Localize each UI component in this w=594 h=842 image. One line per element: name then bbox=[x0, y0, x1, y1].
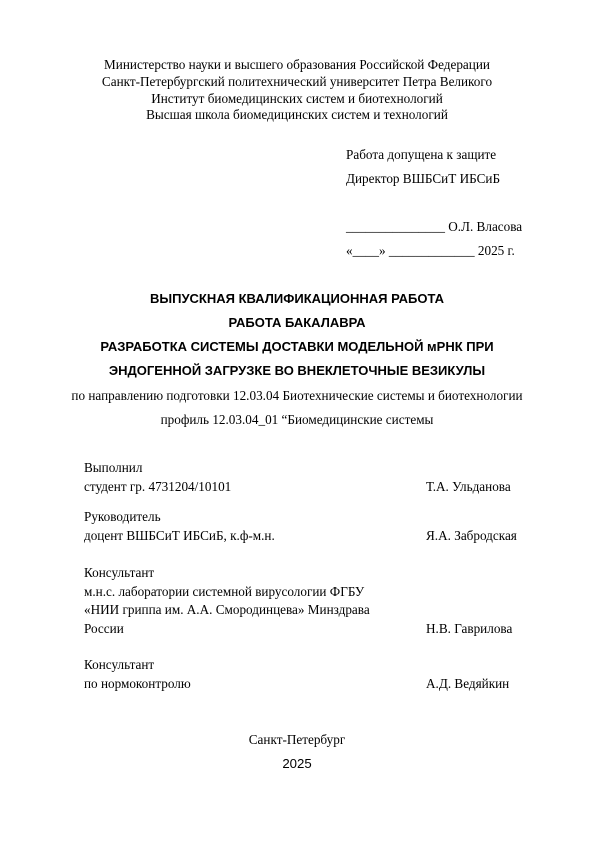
director-title: Директор ВШБСиТ ИБСиБ bbox=[346, 171, 501, 186]
school-line: Высшая школа биомедицинских систем и технологий bbox=[146, 107, 448, 122]
degree-type: РАБОТА БАКАЛАВРА bbox=[228, 315, 366, 330]
university-line: Санкт-Петербургский политехнический университет Петра Великого bbox=[101, 74, 493, 89]
supervisor-role: Руководитель bbox=[84, 509, 161, 524]
norm-consultant-role: Консультант bbox=[84, 657, 155, 672]
thesis-title-line2: ЭНДОГЕННОЙ ЗАГРУЗКЕ ВО ВНЕКЛЕТОЧНЫЕ ВЕЗИКУЛЫ bbox=[108, 363, 486, 378]
norm-consultant-name: А.Д. Ведяйкин bbox=[426, 676, 510, 691]
thesis-title-line1: РАЗРАБОТКА СИСТЕМЫ ДОСТАВКИ МОДЕЛЬНОЙ мРНК ПРИ bbox=[100, 339, 494, 354]
thesis-type: ВЫПУСКНАЯ КВАЛИФИКАЦИОННАЯ РАБОТА bbox=[149, 291, 444, 306]
consultant-detail-3: России bbox=[84, 621, 124, 636]
institute-line: Институт биомедицинских систем и биотехнологий bbox=[151, 91, 443, 106]
author-detail: студент гр. 4731204/10101 bbox=[84, 479, 232, 494]
ministry-line: Министерство науки и высшего образования Российской Федерации bbox=[104, 57, 490, 72]
consultant-detail-1: м.н.с. лаборатории системной вирусологии ФГБУ bbox=[84, 584, 365, 599]
supervisor-name: Я.А. Забродская bbox=[426, 528, 517, 543]
year: 2025 bbox=[282, 756, 312, 771]
director-signature-line: _______________ О.Л. Власова bbox=[346, 219, 523, 234]
study-profile: профиль 12.03.04_01 “Биомедицинские системы bbox=[160, 412, 434, 427]
consultant-role: Консультант bbox=[84, 565, 155, 580]
consultant-name: Н.В. Гаврилова bbox=[426, 621, 513, 636]
study-direction: по направлению подготовки 12.03.04 Биотехнические системы и биотехнологии bbox=[71, 388, 523, 403]
author-name: Т.А. Ульданова bbox=[426, 479, 511, 494]
approval-text: Работа допущена к защите bbox=[346, 147, 497, 162]
consultant-detail-2: «НИИ гриппа им. А.А. Смородинцева» Минздрава bbox=[84, 602, 370, 617]
author-role: Выполнил bbox=[84, 460, 143, 475]
supervisor-detail: доцент ВШБСиТ ИБСиБ, к.ф-м.н. bbox=[84, 528, 275, 543]
norm-consultant-detail: по нормоконтролю bbox=[84, 676, 191, 691]
city: Санкт-Петербург bbox=[248, 732, 346, 747]
approval-date-line: «____» _____________ 2025 г. bbox=[346, 243, 515, 258]
